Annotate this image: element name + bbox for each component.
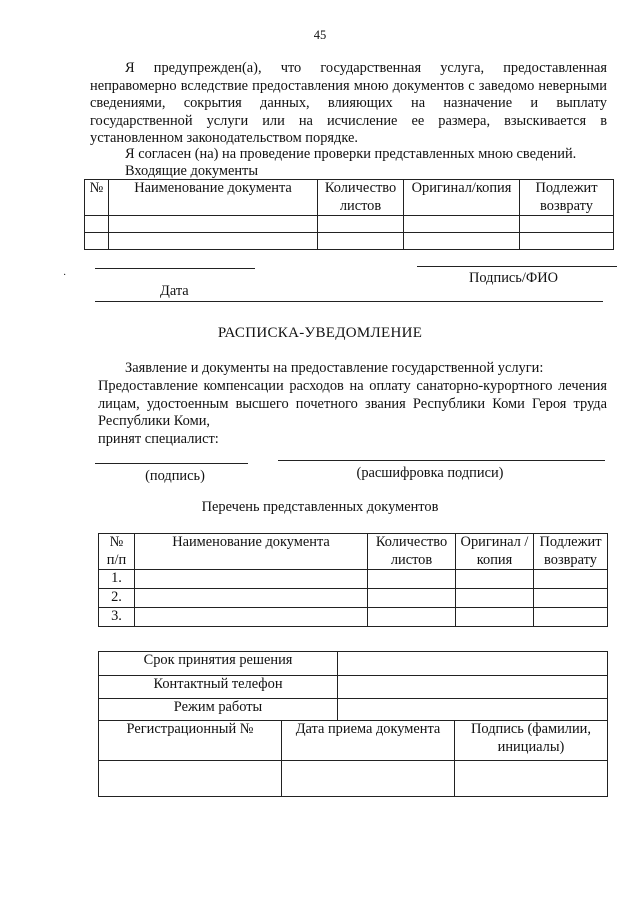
- row-number: 2.: [99, 589, 135, 608]
- reg-number-value: [99, 761, 282, 797]
- stray-mark: ·: [63, 270, 67, 281]
- signature-label: Подпись/ФИО: [469, 270, 558, 286]
- consent-paragraph: [90, 146, 607, 164]
- sign-line: [95, 463, 248, 464]
- docs-table: [98, 533, 608, 627]
- date-label: Дата: [160, 283, 189, 299]
- signature-header: Подпись (фамилии, инициалы): [455, 721, 608, 761]
- row-number: 1.: [99, 570, 135, 589]
- docs-col-number: № п/п: [99, 534, 135, 570]
- accepted-by: принят специалист:: [98, 431, 219, 447]
- docs-col-sheets: Количество листов: [368, 534, 456, 570]
- incoming-col-original: Оригинал/копия: [404, 180, 520, 216]
- receipt-date-label: Дата приема документа: [282, 721, 455, 761]
- signature-value: [455, 761, 608, 797]
- warning-text: Я предупрежден(а), что государственная услуга, предоставленная неправомерно вследствие предоставления мною документов с заведомо неверными сведениями, сокрытия данных, влияющих на назначение и выплату государственной услуги или на исчисление ее размера, взыскивается в установленном законодательством порядке.: [90, 60, 607, 146]
- receipt-title: РАСПИСКА-УВЕДОМЛЕНИЕ: [217, 325, 423, 341]
- sign-caption: (подпись): [145, 468, 205, 484]
- work-mode-value: [338, 699, 608, 721]
- receipt-date-value: [282, 761, 455, 797]
- row-number: 3.: [99, 608, 135, 627]
- receipt-intro: Заявление и документы на предоставление государственной услуги:: [125, 360, 544, 376]
- incoming-docs-label: Входящие документы: [125, 163, 259, 179]
- incoming-docs-table: [84, 179, 614, 250]
- decision-term-value: [338, 652, 608, 676]
- consent-text: Я согласен (на) на проведение проверки представленных мною сведений.: [125, 146, 577, 162]
- page-number: 45: [313, 28, 327, 42]
- contact-phone-label: Контактный телефон: [99, 676, 338, 699]
- work-mode-label: Режим работы: [99, 699, 338, 721]
- date-line: [95, 268, 255, 269]
- docs-list-title: Перечень представленных документов: [201, 499, 439, 515]
- table-row: [85, 233, 614, 250]
- decision-term-label: Срок принятия решения: [99, 652, 338, 676]
- incoming-col-return: Подлежит возврату: [520, 180, 614, 216]
- warning-paragraph: [90, 60, 607, 148]
- decode-caption: (расшифровка подписи): [356, 465, 504, 481]
- table-row: [85, 216, 614, 233]
- contact-phone-value: [338, 676, 608, 699]
- info-table: [98, 651, 608, 797]
- separator-line: [95, 301, 603, 302]
- incoming-col-sheets: Количество листов: [318, 180, 404, 216]
- docs-col-original: Оригинал /копия: [456, 534, 534, 570]
- decode-line: [278, 460, 605, 461]
- service-name: Предоставление компенсации расходов на оплату санаторно-курортного лечения лицам, удостоенным высшего почетного звания Республики Коми Героя труда Республики Коми,: [98, 378, 607, 429]
- incoming-col-name: Наименование документа: [109, 180, 318, 216]
- reg-number-label: Регистрационный №: [99, 721, 282, 761]
- table-row: [99, 608, 608, 627]
- incoming-col-number: №: [85, 180, 109, 216]
- signature-line: [417, 266, 617, 267]
- table-row: [99, 570, 608, 589]
- docs-col-return: Подлежит возврату: [534, 534, 608, 570]
- table-row: [99, 589, 608, 608]
- docs-col-name: Наименование документа: [135, 534, 368, 570]
